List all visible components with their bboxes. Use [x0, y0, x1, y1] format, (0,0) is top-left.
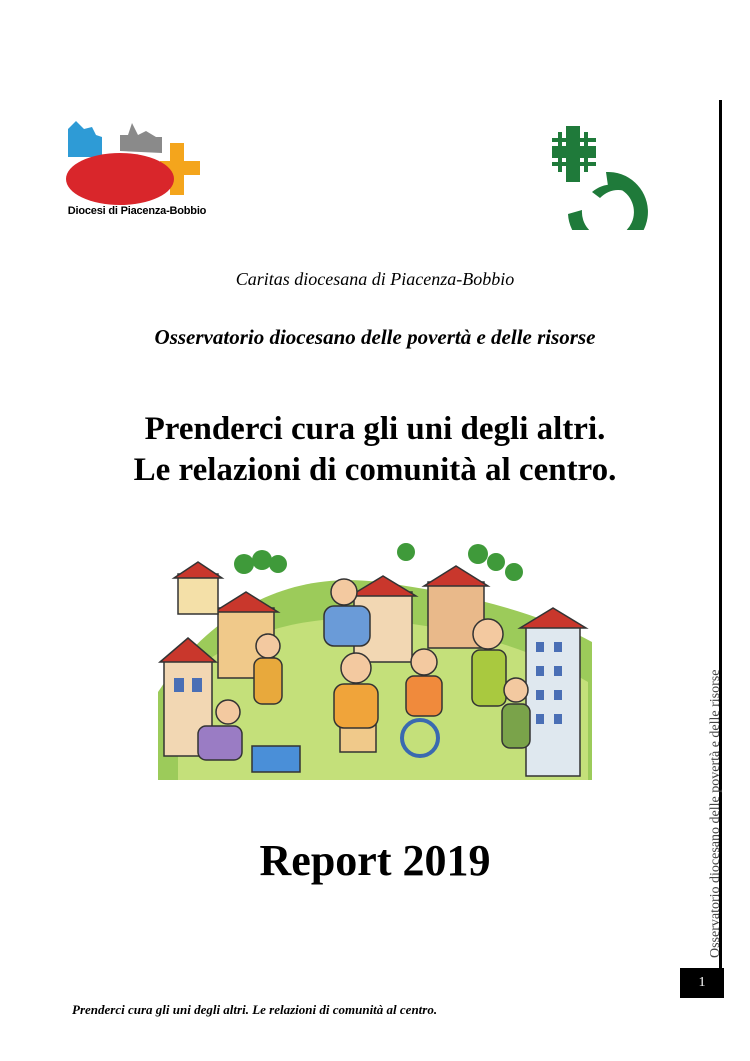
community-illustration	[158, 542, 592, 780]
document-title-line-2: Le relazioni di comunità al centro.	[133, 452, 617, 488]
report-title: Report 2019	[259, 836, 491, 885]
observatory-name: Osservatorio diocesano delle povertà e delle risorse	[154, 325, 596, 349]
diocese-logo-blue-shape	[68, 121, 102, 157]
organization-name: Caritas diocesana di Piacenza-Bobbio	[235, 269, 515, 289]
diocese-logo-red-ellipse	[66, 153, 174, 205]
document-title-line-1: Prenderci cura gli uni degli altri.	[144, 411, 606, 447]
diocese-logo-gray-shape	[120, 123, 162, 153]
page-number: 1	[680, 968, 724, 998]
margin-vertical-text: Osservatorio diocesano delle povertà e delle risorse	[708, 669, 723, 958]
caritas-logo	[548, 122, 662, 230]
page-footer: Prenderci cura gli uni degli altri. Le relazioni di comunità al centro.	[72, 1002, 438, 1017]
diocese-logo-caption: Diocesi di Piacenza-Bobbio	[67, 205, 207, 217]
